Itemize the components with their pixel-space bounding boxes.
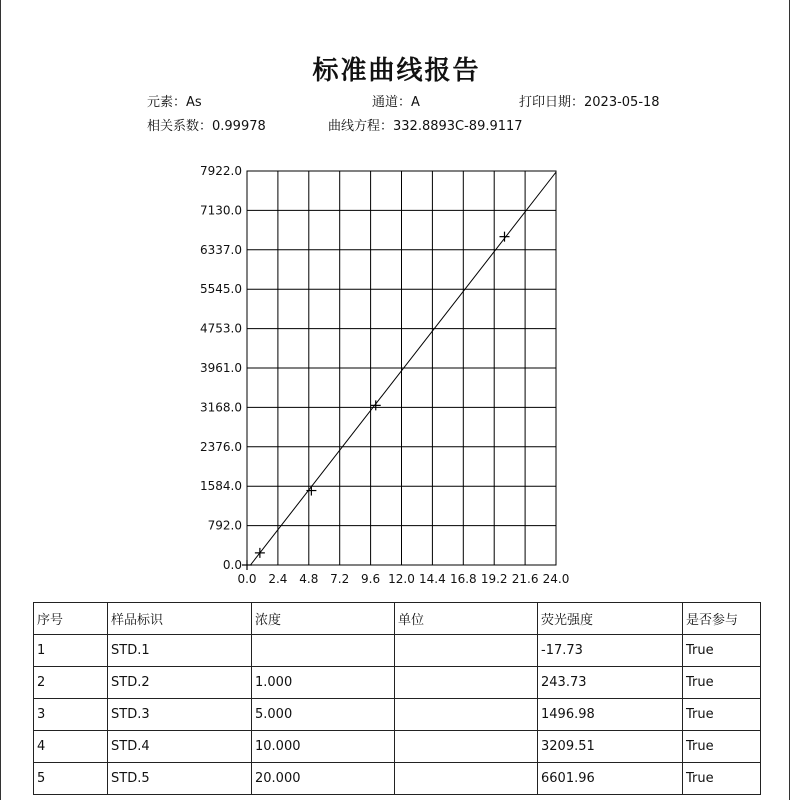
y-tick-label: 3168.0 xyxy=(200,400,242,415)
cell-sample-id: STD.4 xyxy=(108,731,252,763)
cell-intensity: -17.73 xyxy=(538,635,683,667)
header-concentration: 浓度 xyxy=(252,603,395,635)
channel-label: 通道：A xyxy=(372,95,420,110)
cell-included: True xyxy=(683,763,761,795)
data-point xyxy=(255,548,265,558)
report-title: 标准曲线报告 xyxy=(312,56,481,86)
cell-intensity: 6601.96 xyxy=(538,763,683,795)
y-tick-label: 7922.0 xyxy=(200,164,242,178)
cell-sample-id: STD.1 xyxy=(108,635,252,667)
fit-line xyxy=(250,172,556,565)
y-tick-label: 792.0 xyxy=(207,518,242,533)
header-index: 序号 xyxy=(34,603,108,635)
print-date-label: 打印日期：2023-05-18 xyxy=(519,95,660,110)
x-tick-label: 4.8 xyxy=(299,572,319,586)
x-tick-label: 2.4 xyxy=(268,572,288,586)
cell-intensity: 3209.51 xyxy=(538,731,683,763)
y-tick-label: 0.0 xyxy=(222,558,242,572)
correlation-label: 相关系数：0.99978 xyxy=(147,119,266,134)
x-tick-label: 12.0 xyxy=(388,572,415,586)
data-point xyxy=(306,486,316,496)
x-tick-label: 7.2 xyxy=(330,572,350,586)
cell-sample-id: STD.2 xyxy=(108,667,252,699)
cell-index: 1 xyxy=(34,635,108,667)
x-tick-label: 24.0 xyxy=(542,572,570,586)
cell-intensity: 1496.98 xyxy=(538,699,683,731)
cell-intensity: 243.73 xyxy=(538,667,683,699)
header-sample-id: 样品标识 xyxy=(108,603,252,635)
table-row xyxy=(34,699,761,731)
header-included: 是否参与 xyxy=(683,603,761,635)
y-tick-label: 4753.0 xyxy=(200,321,242,336)
cell-concentration xyxy=(252,635,395,667)
y-tick-label: 3961.0 xyxy=(200,361,242,375)
x-tick-label: 0.0 xyxy=(237,572,257,586)
cell-unit xyxy=(395,731,538,763)
equation-label: 曲线方程：332.8893C-89.9117 xyxy=(328,119,523,134)
cell-included: True xyxy=(683,699,761,731)
cell-index: 2 xyxy=(34,667,108,699)
cell-index: 5 xyxy=(34,763,108,795)
x-tick-label: 16.8 xyxy=(449,572,477,586)
y-tick-label: 7130.0 xyxy=(200,203,242,218)
y-tick-label: 6337.0 xyxy=(200,242,242,257)
element-label: 元素：As xyxy=(147,95,202,110)
table-row xyxy=(34,731,761,763)
header-intensity: 荧光强度 xyxy=(538,603,683,635)
header-unit: 单位 xyxy=(395,603,538,635)
cell-included: True xyxy=(683,667,761,699)
x-tick-label: 19.2 xyxy=(480,572,508,586)
cell-index: 4 xyxy=(34,731,108,763)
cell-concentration: 10.000 xyxy=(252,731,395,763)
y-tick-label: 1584.0 xyxy=(200,479,242,494)
cell-sample-id: STD.3 xyxy=(108,699,252,731)
x-tick-label: 9.6 xyxy=(361,572,381,586)
table-row xyxy=(34,635,761,667)
data-point xyxy=(242,560,252,570)
cell-unit xyxy=(395,667,538,699)
cell-concentration: 1.000 xyxy=(252,667,395,699)
cell-unit xyxy=(395,635,538,667)
x-tick-label: 14.4 xyxy=(419,572,446,586)
cell-included: True xyxy=(683,635,761,667)
cell-unit xyxy=(395,699,538,731)
cell-index: 3 xyxy=(34,699,108,731)
table-row xyxy=(34,667,761,699)
y-tick-label: 2376.0 xyxy=(200,439,242,454)
cell-concentration: 20.000 xyxy=(252,763,395,795)
y-tick-label: 5545.0 xyxy=(200,282,242,297)
calibration-chart xyxy=(0,155,793,595)
cell-concentration: 5.000 xyxy=(252,699,395,731)
table-header-row xyxy=(34,603,761,635)
x-tick-label: 21.6 xyxy=(511,572,539,586)
cell-sample-id: STD.5 xyxy=(108,763,252,795)
table-row xyxy=(34,763,761,795)
cell-unit xyxy=(395,763,538,795)
results-table xyxy=(33,602,761,795)
cell-included: True xyxy=(683,731,761,763)
